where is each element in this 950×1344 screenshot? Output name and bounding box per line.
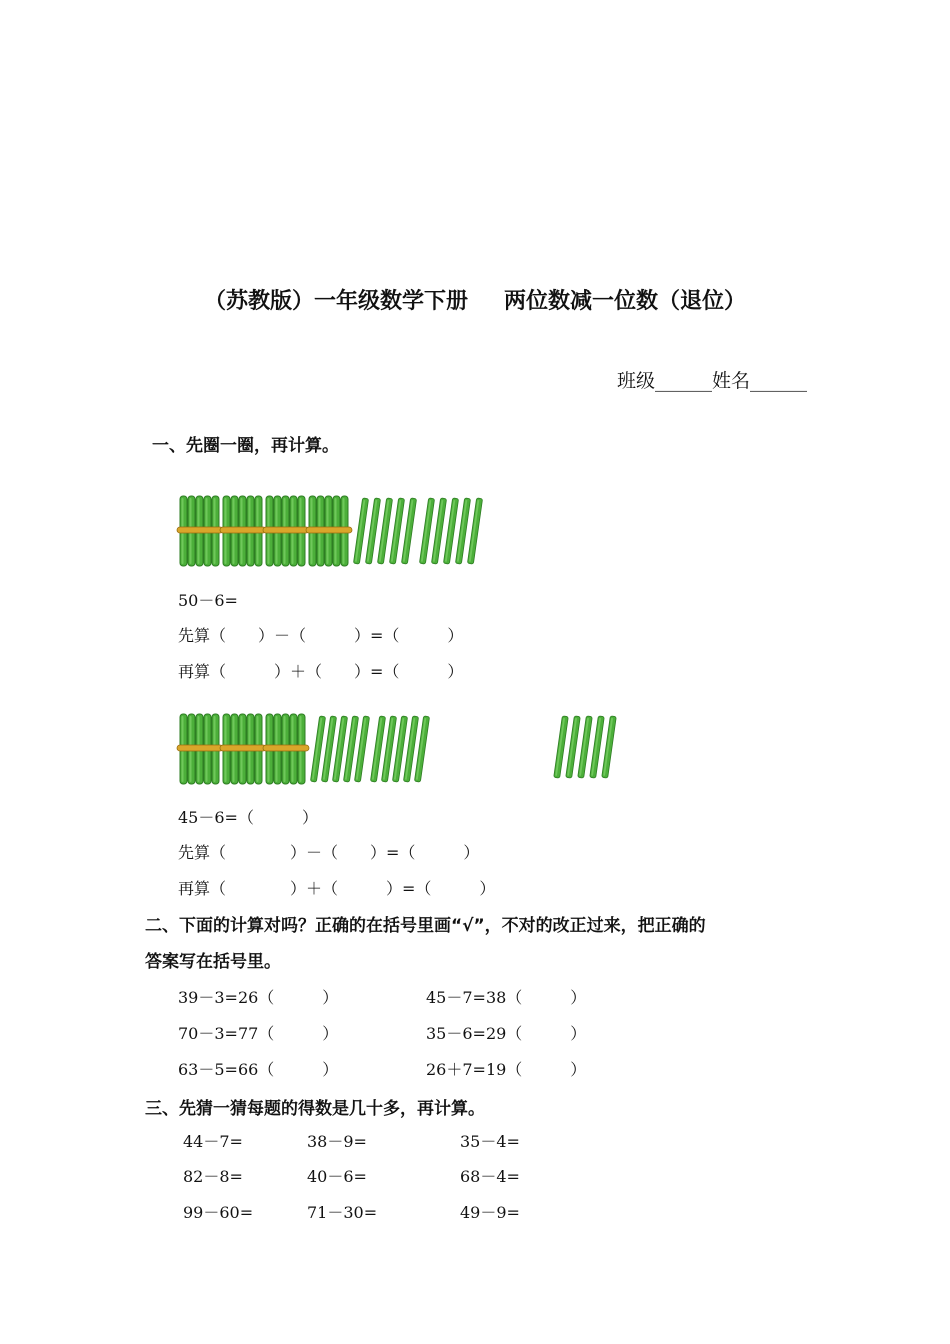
- loose-stick: [365, 498, 380, 564]
- guess-item: 38－9=: [307, 1132, 367, 1151]
- loose-stick: [590, 716, 605, 778]
- problem1-step2: 再算（ ）＋（ ）=（ ）: [178, 662, 464, 681]
- stick-bundle: [177, 496, 223, 566]
- loose-stick: [401, 498, 416, 564]
- loose-stick: [602, 716, 617, 778]
- check-item: 35－6=29（ ）: [426, 1024, 587, 1043]
- section3-heading: 三、先猜一猜每题的得数是几十多，再计算。: [145, 1099, 485, 1119]
- loose-stick: [443, 498, 458, 564]
- loose-stick: [467, 498, 482, 564]
- loose-stick: [566, 716, 581, 778]
- stick-bundle: [220, 714, 266, 784]
- guess-item: 82－8=: [183, 1167, 243, 1186]
- sticks-picture-1: [176, 494, 498, 568]
- loose-stick: [353, 498, 368, 564]
- problem2-equation: 45－6=（ ）: [178, 808, 318, 827]
- check-item: 39－3=26（ ）: [178, 988, 339, 1007]
- loose-stick: [431, 498, 446, 564]
- loose-stick: [578, 716, 593, 778]
- class-name-line: [617, 366, 807, 393]
- class-blank[interactable]: ______: [654, 370, 712, 392]
- class-label: 班级: [616, 370, 655, 392]
- title-right: 两位数减一位数（退位）: [504, 289, 747, 314]
- guess-item: 49－9=: [460, 1203, 520, 1222]
- problem1-equation: 50－6=: [178, 591, 238, 610]
- guess-item: 68－4=: [460, 1167, 520, 1186]
- problem2-step2: 再算（ ）＋（ ）=（ ）: [178, 879, 496, 898]
- stick-bundle: [177, 714, 223, 784]
- section2-heading-line1: 二、下面的计算对吗？正确的在括号里画“√”，不对的改正过来，把正确的: [145, 916, 706, 936]
- guess-item: 71－30=: [307, 1203, 378, 1222]
- guess-item: 35－4=: [460, 1132, 520, 1151]
- problem1-step1: 先算（ ）－（ ）=（ ）: [178, 626, 464, 645]
- check-item: 45－7=38（ ）: [426, 988, 587, 1007]
- stick-bundle: [263, 496, 309, 566]
- loose-stick: [455, 498, 470, 564]
- check-item: 26＋7=19（ ）: [426, 1060, 587, 1079]
- check-item: 70－3=77（ ）: [178, 1024, 339, 1043]
- problem2-step1: 先算（ ）－（ ）=（ ）: [178, 843, 480, 862]
- check-item: 63－5=66（ ）: [178, 1060, 339, 1079]
- stick-bundle: [263, 714, 309, 784]
- guess-item: 99－60=: [183, 1203, 254, 1222]
- sticks-picture-2: [176, 712, 454, 786]
- loose-stick: [554, 716, 569, 778]
- guess-item: 44－7=: [183, 1132, 243, 1151]
- name-blank[interactable]: ______: [750, 370, 807, 392]
- section1-heading: 一、先圈一圈，再计算。: [152, 436, 339, 456]
- sticks-picture-extra: [552, 712, 622, 782]
- stick-bundle: [306, 496, 352, 566]
- loose-stick: [419, 498, 434, 564]
- name-label: 姓名: [711, 370, 750, 392]
- page-title: [0, 284, 950, 315]
- stick-bundle: [220, 496, 266, 566]
- guess-item: 40－6=: [307, 1167, 367, 1186]
- loose-stick: [389, 498, 404, 564]
- loose-stick: [377, 498, 392, 564]
- title-left: （苏教版）一年级数学下册: [203, 289, 468, 314]
- section2-heading-line2: 答案写在括号里。: [145, 952, 281, 972]
